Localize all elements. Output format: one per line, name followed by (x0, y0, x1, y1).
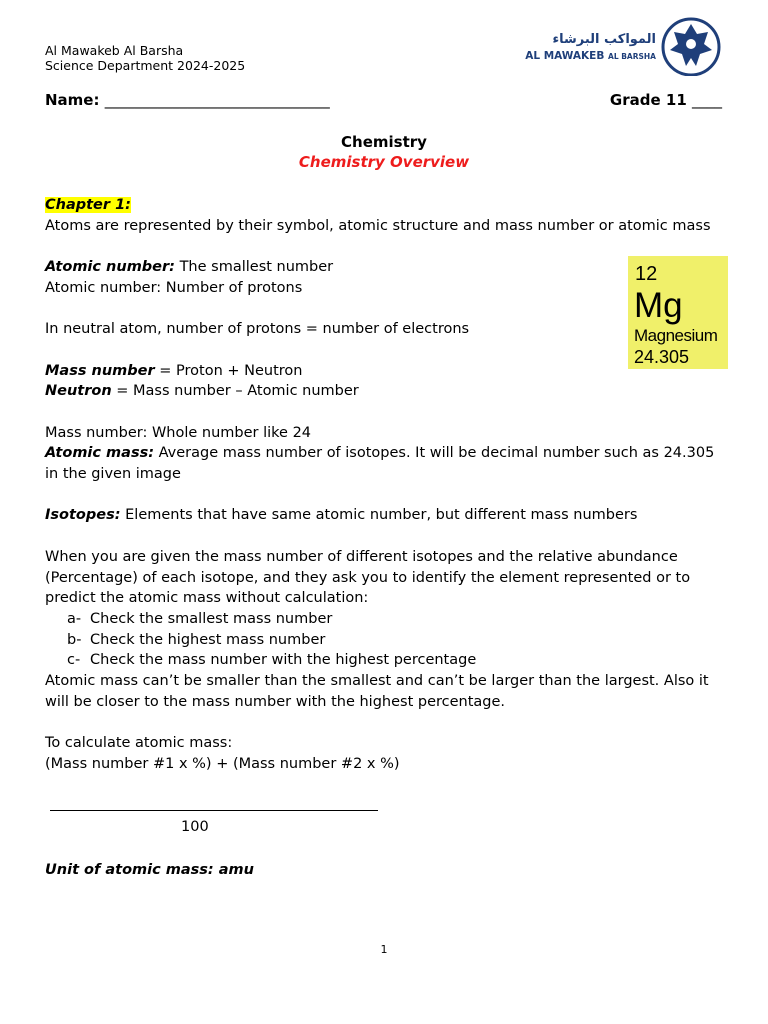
mass-number-line (45, 361, 725, 382)
page-title: Chemistry (341, 133, 427, 151)
school-logo (525, 14, 722, 80)
page-number: 1 (380, 943, 388, 956)
logo-arabic-text: المواكب البرشاء (552, 32, 656, 47)
notes-body (45, 195, 725, 775)
logo-english-main: AL MAWAKEB (525, 50, 605, 62)
isotopes-text: Elements that have same atomic number, but different mass numbers (120, 507, 638, 524)
neutral-atom-text: In neutral atom, number of protons = number of electrons (45, 321, 470, 338)
isotopes-line (45, 505, 725, 526)
neutron-line (45, 381, 725, 402)
predict-intro-text: When you are given the mass number of different isotopes and the relative abundance (Percentage) of each isotope, and they ask you to identify the element represented or to predict the atomic mass without calculation: (45, 548, 691, 607)
fraction-bar (50, 810, 378, 811)
grade-field (610, 91, 722, 109)
unit-text: Unit of atomic mass: amu (45, 862, 254, 878)
intro-text: Atoms are represented by their symbol, atomic structure and mass number or atomic mass (45, 217, 711, 234)
name-label: Name: (45, 91, 100, 109)
mass-number-text: = Proton + Neutron (154, 362, 303, 379)
school-name: Al Mawakeb Al Barsha (45, 43, 184, 58)
list-item: c- Check the mass number with the highest percentage (67, 652, 477, 669)
grade-blank: ____ (692, 91, 722, 109)
magnesium-element-tile (628, 256, 728, 369)
atomic-mass-rule-text: Atomic mass can’t be smaller than the smallest and can’t be larger than the largest. Also it will be closer to the mass number with the highest percentage. (45, 673, 709, 710)
page-subtitle: Chemistry Overview (298, 153, 470, 171)
calc-formula-denominator: 100 (181, 819, 209, 835)
neutron-label: Neutron (45, 383, 112, 400)
list-item: a- Check the smallest mass number (67, 610, 333, 627)
name-blank: ______________________________ (104, 91, 330, 109)
element-atomic-number: 12 (635, 263, 658, 285)
atomic-number-label: Atomic number: (45, 259, 175, 276)
neutron-text: = Mass number – Atomic number (111, 383, 359, 400)
department-line: Science Department 2024-2025 (45, 58, 246, 73)
logo-english-small: AL BARSHA (608, 52, 656, 61)
school-header (45, 43, 245, 73)
calc-formula-numerator: (Mass number #1 x %) + (Mass number #2 x %) (45, 755, 400, 772)
logo-english-text (525, 50, 656, 62)
calc-intro-text: To calculate atomic mass: (45, 735, 233, 752)
atomic-mass-label: Atomic mass: (45, 445, 154, 462)
element-name: Magnesium (634, 326, 718, 345)
element-symbol: Mg (634, 286, 683, 325)
grade-label: Grade 11 (609, 91, 687, 109)
chapter-heading: Chapter 1: (45, 197, 131, 213)
steps-list (45, 609, 725, 671)
atomic-mass-text: Average mass number of isotopes. It will be decimal number such as 24.305 in the given image (45, 445, 715, 483)
atomic-number-definition: Atomic number: Number of protons (45, 279, 303, 296)
atomic-number-text: The smallest number (174, 259, 334, 276)
eagle-emblem-icon (660, 14, 722, 76)
list-item: b- Check the highest mass number (67, 631, 326, 648)
isotopes-label: Isotopes: (45, 507, 121, 524)
name-field (45, 91, 330, 109)
unit-block (45, 860, 725, 881)
mass-number-label: Mass number (45, 362, 155, 379)
atomic-mass-line (45, 443, 725, 484)
element-atomic-mass: 24.305 (634, 347, 690, 367)
mass-number-whole-text: Mass number: Whole number like 24 (45, 424, 312, 441)
atomic-number-line (45, 257, 725, 278)
